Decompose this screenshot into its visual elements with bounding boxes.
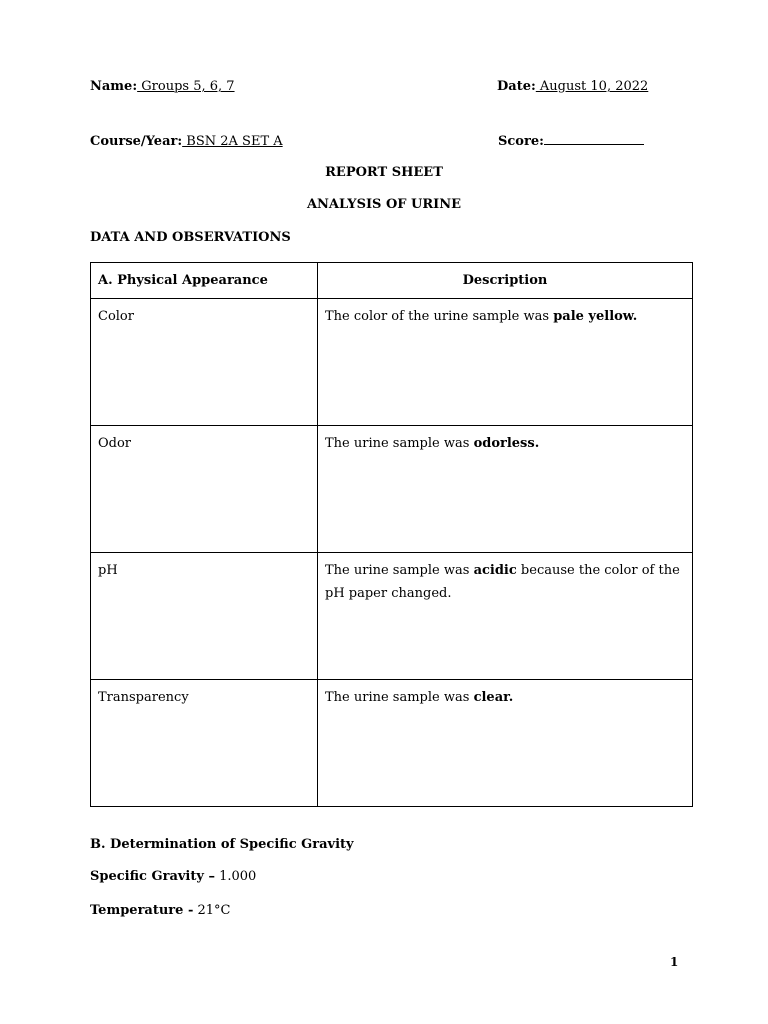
description-cell: The urine sample was clear. <box>318 680 693 807</box>
specific-gravity-label: Specific Gravity – <box>90 869 215 884</box>
property-cell: Odor <box>91 426 318 553</box>
name-label: Name: <box>90 79 138 94</box>
col-header-description: Description <box>318 263 693 299</box>
date-value: August 10, 2022 <box>535 79 649 94</box>
report-title: REPORT SHEET <box>325 165 443 180</box>
table-row <box>91 426 693 553</box>
course-value: BSN 2A SET A <box>182 134 283 149</box>
temperature-value: 21°C <box>193 903 231 918</box>
table-header-row <box>91 263 693 299</box>
date-line <box>497 79 648 94</box>
course-label: Course/Year: <box>90 134 183 149</box>
name-line <box>90 79 235 94</box>
name-value: Groups 5, 6, 7 <box>137 79 235 94</box>
specific-gravity-value: 1.000 <box>214 869 257 884</box>
temperature-line <box>90 903 230 918</box>
date-label: Date: <box>497 79 536 94</box>
specific-gravity-line <box>90 869 256 884</box>
property-cell: Transparency <box>91 680 318 807</box>
score-line <box>498 134 644 149</box>
specific-gravity-heading: B. Determination of Specific Gravity <box>90 837 354 852</box>
table-row <box>91 299 693 426</box>
data-observations-heading: DATA AND OBSERVATIONS <box>90 230 291 245</box>
col-header-property: A. Physical Appearance <box>91 263 318 299</box>
description-cell: The urine sample was acidic because the color of the pH paper changed. <box>318 553 693 680</box>
description-cell: The urine sample was odorless. <box>318 426 693 553</box>
description-cell: The color of the urine sample was pale yellow. <box>318 299 693 426</box>
score-blank <box>544 143 644 145</box>
course-line <box>90 134 283 149</box>
physical-appearance-table <box>90 262 693 807</box>
table-row <box>91 553 693 680</box>
temperature-label: Temperature - <box>90 903 194 918</box>
table-row <box>91 680 693 807</box>
property-cell: Color <box>91 299 318 426</box>
analysis-title: ANALYSIS OF URINE <box>306 197 462 212</box>
page-number: 1 <box>670 955 679 969</box>
score-label: Score: <box>498 134 544 149</box>
property-cell: pH <box>91 553 318 680</box>
